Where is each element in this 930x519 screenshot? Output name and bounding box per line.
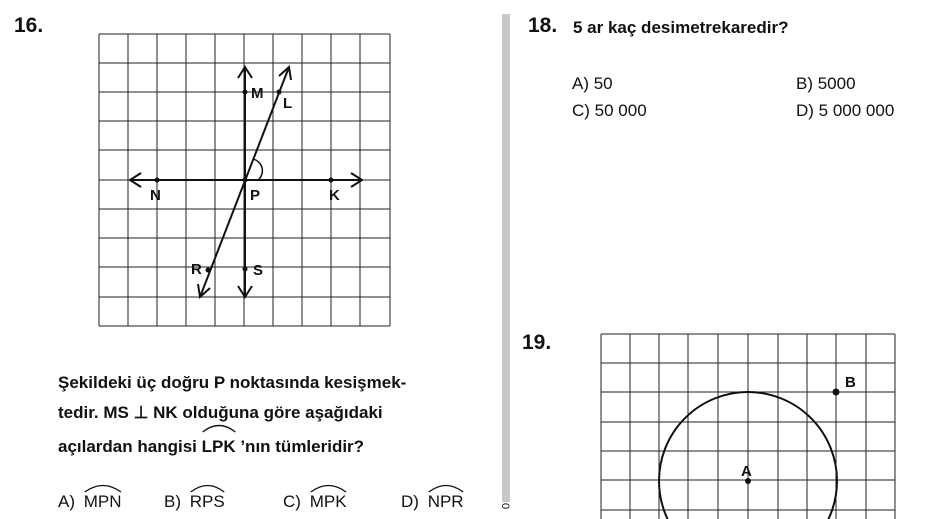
angle-lpk-arc	[253, 159, 262, 180]
angle-hat-icon	[428, 483, 464, 493]
question-18-number: 18.	[528, 14, 558, 37]
angle-hat-icon	[84, 483, 122, 493]
margin-mark: 0	[499, 502, 512, 510]
q18-option-c[interactable]: C) 50 000	[572, 101, 647, 120]
label-n: N	[150, 187, 161, 204]
question-16-text	[58, 368, 406, 462]
q16-text-line-2: tedir. MS ⊥ NK olduğuna göre aşağıdaki	[58, 403, 383, 422]
q18-option-b[interactable]: B) 5000	[796, 74, 856, 93]
q16-option-c[interactable]: C) MPK	[283, 492, 347, 512]
angle-hat-icon	[310, 483, 347, 493]
q16-text-line-3: açılardan hangisi LPK ’nın tümleridir?	[58, 432, 406, 462]
q16-grid-figure	[0, 0, 500, 340]
angle-hat-icon	[190, 483, 225, 493]
point-b	[833, 389, 840, 396]
label-l: L	[283, 95, 293, 112]
label-a: A	[741, 463, 752, 480]
question-19-number: 19.	[522, 331, 552, 354]
label-b: B	[845, 374, 856, 391]
label-s: S	[253, 262, 264, 279]
q19-grid-figure	[590, 330, 930, 519]
q16-option-b[interactable]: B) RPS	[164, 492, 225, 512]
label-r: R	[191, 261, 202, 278]
q18-option-d[interactable]: D) 5 000 000	[796, 101, 895, 120]
label-p: P	[250, 187, 261, 204]
question-18-text: 5 ar kaç desimetrekaredir?	[573, 18, 789, 37]
q16-option-d[interactable]: D) NPR	[401, 492, 464, 512]
q16-options	[58, 492, 498, 514]
q16-option-a[interactable]: A) MPN	[58, 492, 122, 512]
label-m: M	[251, 85, 264, 102]
question-16-number: 16.	[14, 14, 44, 37]
q19-grid	[601, 334, 895, 519]
angle-lpk: LPK	[201, 437, 236, 456]
column-divider	[502, 14, 510, 502]
angle-hat-icon	[202, 423, 236, 433]
label-k: K	[329, 187, 340, 204]
q16-text-line-1: Şekildeki üç doğru P noktasında kesişmek-	[58, 373, 407, 392]
q18-option-a[interactable]: A) 50	[572, 74, 613, 93]
